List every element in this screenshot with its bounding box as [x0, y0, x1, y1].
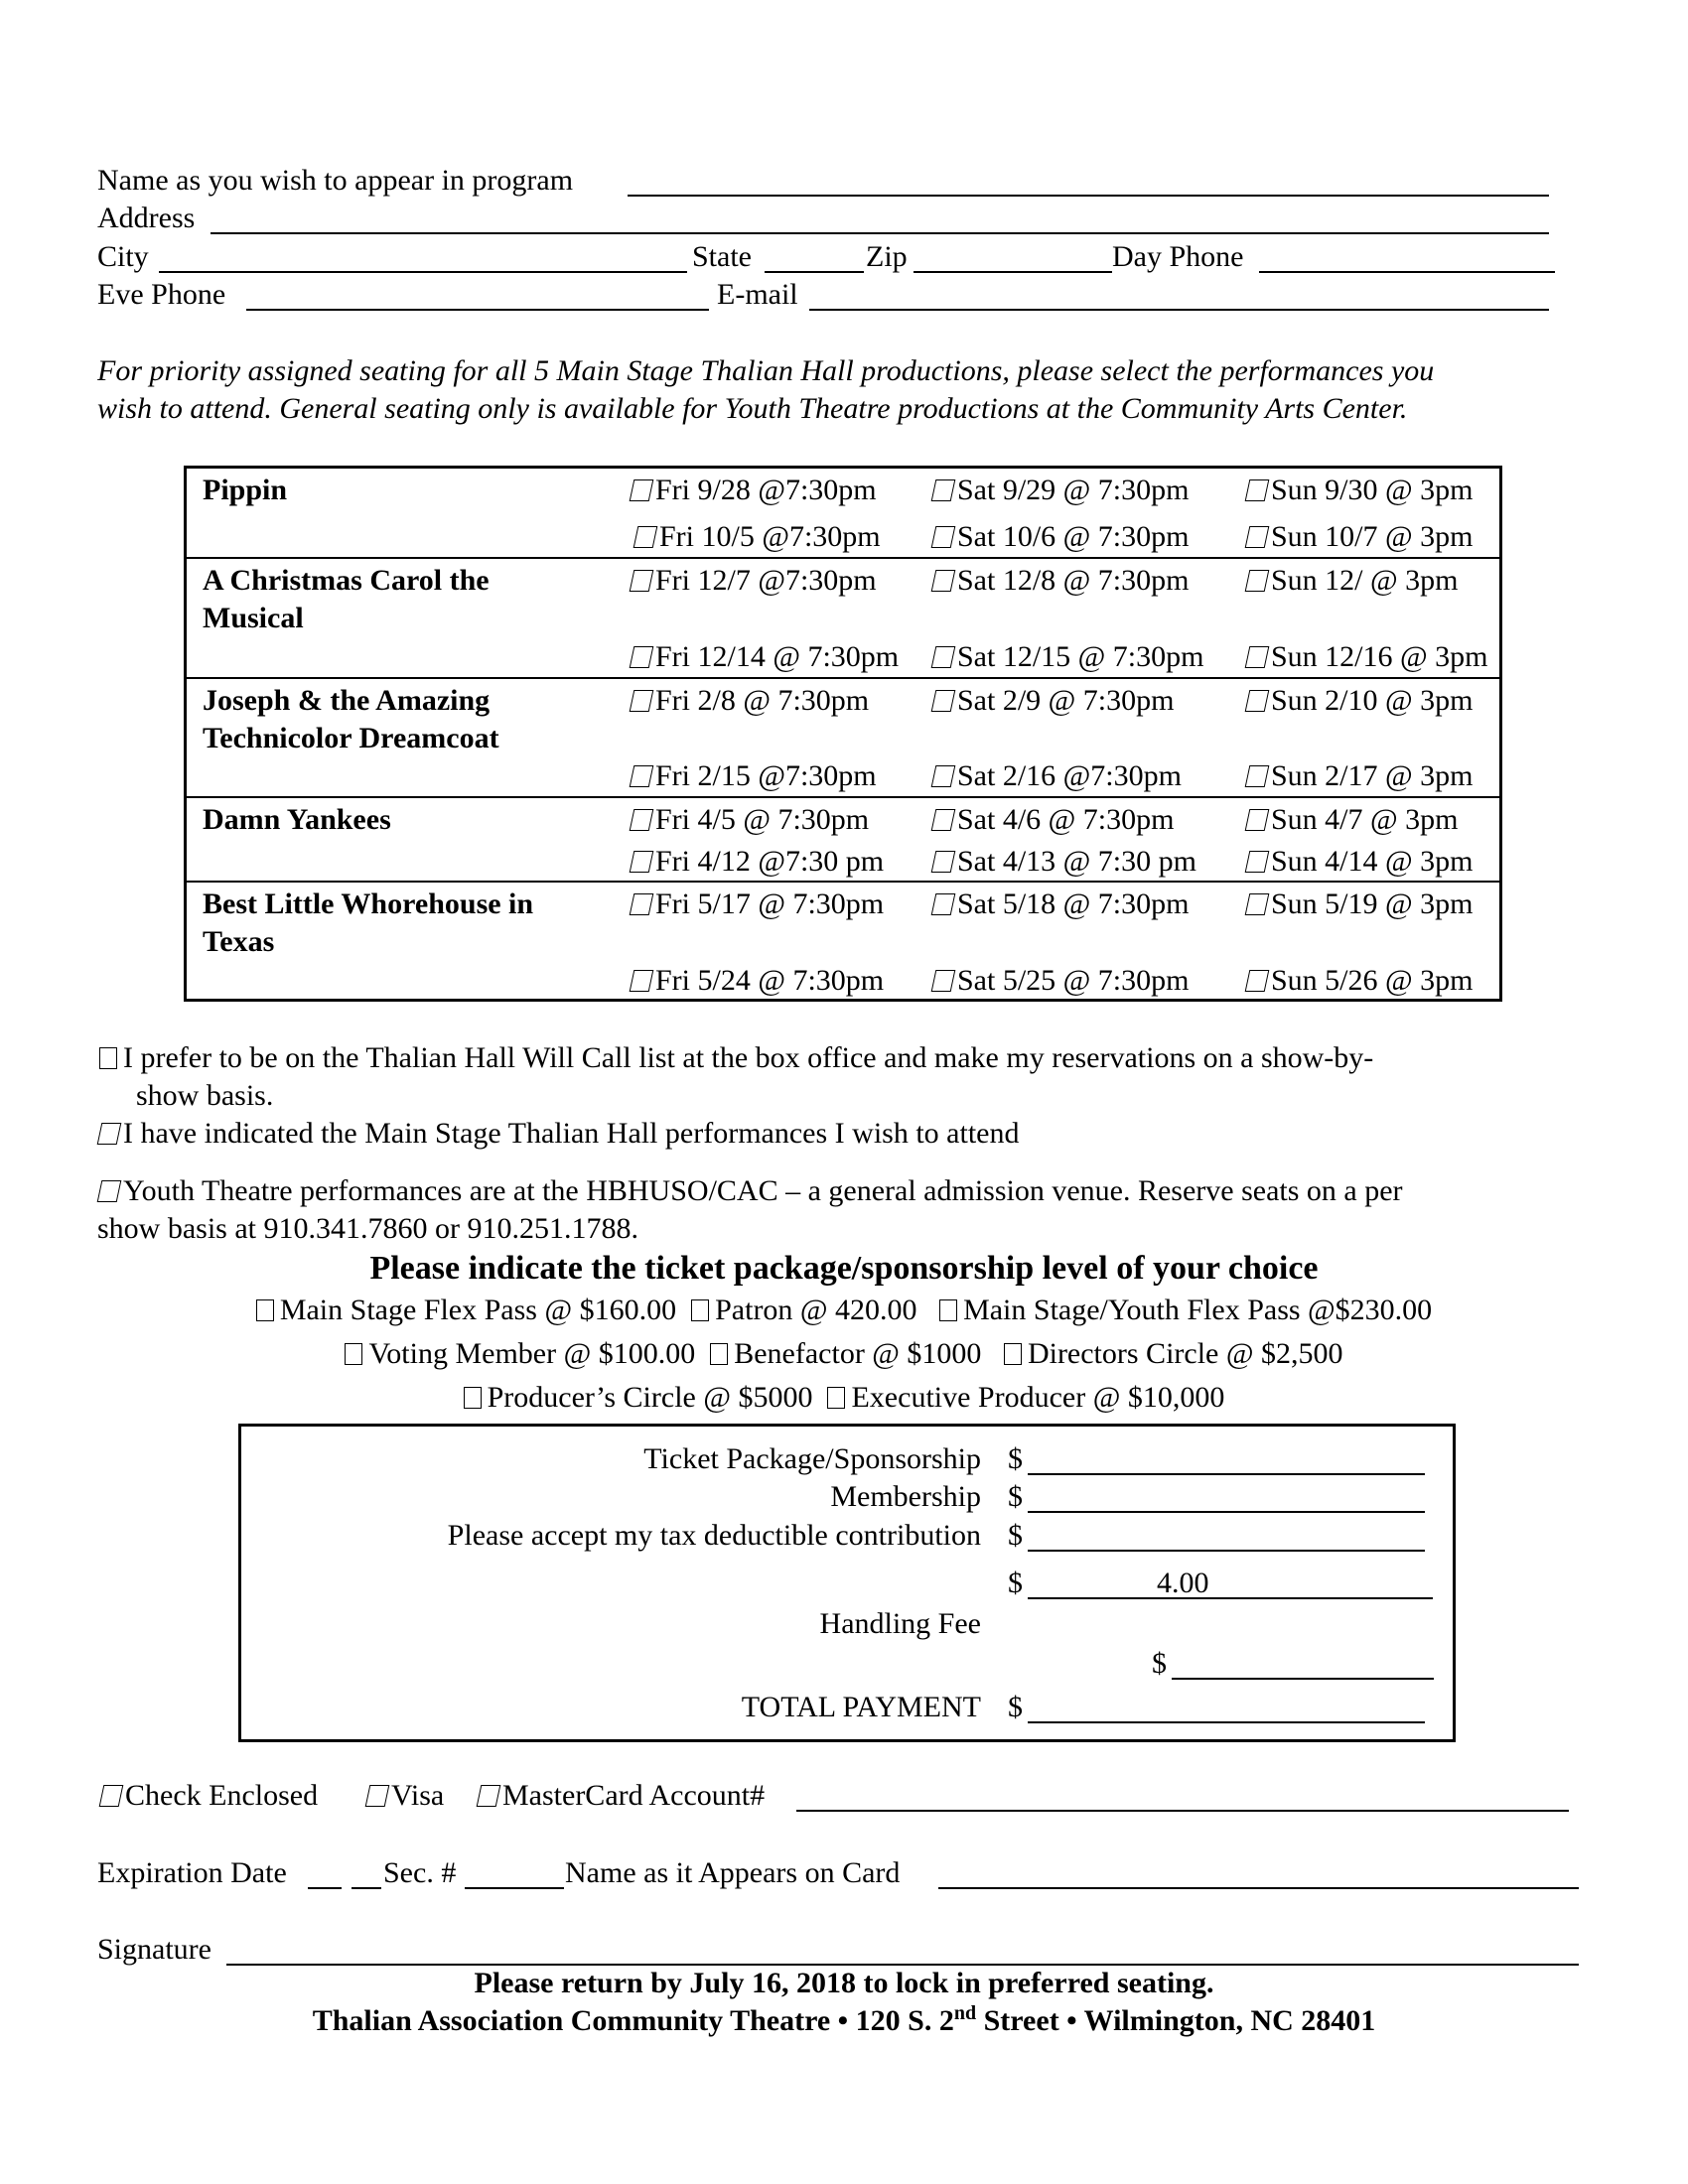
- state-field[interactable]: [765, 271, 864, 273]
- extra-amount[interactable]: [1172, 1678, 1434, 1680]
- performance-option[interactable]: [933, 683, 1174, 719]
- checkbox-icon[interactable]: [931, 851, 956, 873]
- eve-phone-label: Eve Phone: [97, 278, 226, 311]
- performance-label: Sat 2/9 @ 7:30pm: [957, 684, 1175, 717]
- youth-text: Youth Theatre performances are at the HBHUSO/CAC – a general admission venue. Reserve seats on a per: [123, 1174, 1403, 1207]
- contribution-amount[interactable]: [1028, 1550, 1425, 1552]
- performance-option[interactable]: [632, 963, 884, 999]
- will-call-text-cont: show basis.: [136, 1079, 274, 1112]
- address-text: Street • Wilmington, NC 28401: [976, 2004, 1376, 2037]
- handling-fee-label: Handling Fee: [819, 1607, 981, 1640]
- checkbox-icon[interactable]: [630, 809, 654, 831]
- mastercard-option[interactable]: [479, 1778, 765, 1814]
- performance-label: Sun 4/7 @ 3pm: [1271, 803, 1459, 836]
- table-divider: [187, 881, 1499, 883]
- package-executive-producer[interactable]: [827, 1381, 1224, 1414]
- performance-option[interactable]: [933, 758, 1182, 794]
- package-label: Voting Member @ $100.00: [368, 1337, 696, 1370]
- package-voting-member[interactable]: [345, 1337, 695, 1370]
- performance-option[interactable]: [632, 758, 877, 794]
- checkbox-icon[interactable]: [931, 690, 956, 712]
- visa-option[interactable]: [367, 1778, 444, 1814]
- checkbox-icon[interactable]: [710, 1343, 728, 1365]
- sec-label: Sec. #: [383, 1856, 457, 1889]
- checkbox-icon[interactable]: [630, 479, 654, 501]
- address-superscript: nd: [953, 2002, 977, 2024]
- expiration-month-field[interactable]: [308, 1887, 342, 1889]
- performance-label: Fri 5/24 @ 7:30pm: [655, 964, 885, 997]
- checkbox-icon[interactable]: [1245, 479, 1270, 501]
- address-field[interactable]: [211, 232, 1549, 234]
- checkbox-icon[interactable]: [1245, 970, 1270, 992]
- name-field[interactable]: [628, 195, 1549, 197]
- checkbox-icon[interactable]: [931, 526, 956, 548]
- package-label: Producer’s Circle @ $5000: [487, 1381, 813, 1414]
- eve-phone-field[interactable]: [246, 309, 709, 311]
- checkbox-icon[interactable]: [931, 809, 956, 831]
- youth-text-cont: show basis at 910.341.7860 or 910.251.1788.: [97, 1212, 638, 1245]
- checkbox-icon[interactable]: [630, 765, 654, 787]
- show-title-damn-yankees: Damn Yankees: [203, 803, 391, 836]
- checkbox-icon[interactable]: [97, 1123, 122, 1145]
- performance-option[interactable]: [1247, 802, 1458, 838]
- check-enclosed-option[interactable]: [101, 1778, 318, 1814]
- performance-option[interactable]: [933, 963, 1189, 999]
- checkbox-icon[interactable]: [256, 1299, 274, 1321]
- performance-label: Sat 10/6 @ 7:30pm: [957, 520, 1190, 553]
- checkbox-icon[interactable]: [1245, 690, 1270, 712]
- table-divider: [187, 796, 1499, 798]
- checkbox-icon[interactable]: [1245, 646, 1270, 668]
- checkbox-icon[interactable]: [1004, 1343, 1022, 1365]
- table-divider: [187, 677, 1499, 679]
- checkbox-icon[interactable]: [931, 570, 956, 592]
- will-call-option[interactable]: [99, 1040, 1373, 1076]
- performance-option[interactable]: [933, 639, 1203, 675]
- city-field[interactable]: [159, 271, 687, 273]
- package-label: Directors Circle @ $2,500: [1027, 1337, 1343, 1370]
- performance-label: Sat 4/6 @ 7:30pm: [957, 803, 1175, 836]
- checkbox-icon[interactable]: [630, 970, 654, 992]
- performance-option[interactable]: [1247, 963, 1473, 999]
- day-phone-field[interactable]: [1259, 271, 1555, 273]
- show-title-best-little-whorehouse: Best Little Whorehouse in: [203, 887, 534, 920]
- checkbox-icon[interactable]: [1245, 765, 1270, 787]
- checkbox-icon[interactable]: [99, 1785, 124, 1807]
- checkbox-icon[interactable]: [630, 893, 654, 915]
- show-title-pippin: Pippin: [203, 474, 288, 506]
- checkbox-icon[interactable]: [931, 479, 956, 501]
- dollar-sign: $: [1008, 1519, 1023, 1552]
- indicated-option[interactable]: [99, 1116, 1019, 1152]
- visa-label: Visa: [391, 1779, 445, 1812]
- package-main-stage-flex[interactable]: [256, 1294, 676, 1326]
- youth-note[interactable]: [99, 1173, 1403, 1209]
- handling-fee-line: [1028, 1597, 1433, 1599]
- performance-label: Sun 2/10 @ 3pm: [1271, 684, 1474, 717]
- address-label: Address: [97, 202, 196, 234]
- checkbox-icon[interactable]: [630, 570, 654, 592]
- return-by-note: Please return by July 16, 2018 to lock in preferred seating.: [474, 1967, 1214, 1999]
- checkbox-icon[interactable]: [630, 851, 654, 873]
- zip-field[interactable]: [914, 271, 1112, 273]
- show-title-joseph-cont: Technicolor Dreamcoat: [203, 722, 499, 754]
- checkbox-icon[interactable]: [477, 1785, 501, 1807]
- account-number-field[interactable]: [796, 1810, 1569, 1812]
- performance-label: Sat 5/18 @ 7:30pm: [957, 887, 1190, 920]
- check-enclosed-label: Check Enclosed: [125, 1779, 319, 1812]
- day-phone-label: Day Phone: [1112, 240, 1244, 273]
- table-divider: [187, 557, 1499, 559]
- show-title-joseph: Joseph & the Amazing: [203, 684, 491, 717]
- performance-label: Sat 4/13 @ 7:30 pm: [957, 845, 1196, 878]
- performance-label: Sat 5/25 @ 7:30pm: [957, 964, 1190, 997]
- performance-label: Fri 12/7 @7:30pm: [655, 564, 877, 597]
- performance-option[interactable]: [1247, 519, 1473, 555]
- mastercard-label: MasterCard Account#: [502, 1779, 766, 1812]
- zip-label: Zip: [866, 240, 908, 273]
- performance-label: Fri 12/14 @ 7:30pm: [655, 640, 900, 673]
- handling-fee-value: 4.00: [1157, 1567, 1209, 1599]
- will-call-text: I prefer to be on the Thalian Hall Will Call list at the box office and make my reservations on a show-by-: [123, 1041, 1374, 1074]
- checkbox-icon[interactable]: [931, 765, 956, 787]
- performance-option[interactable]: [1247, 844, 1473, 880]
- show-title-christmas-carol-cont: Musical: [203, 602, 304, 634]
- email-field[interactable]: [809, 309, 1549, 311]
- performance-label: Sun 4/14 @ 3pm: [1271, 845, 1474, 878]
- checkbox-icon[interactable]: [931, 893, 956, 915]
- performance-label: Fri 4/12 @7:30 pm: [655, 845, 885, 878]
- address-text: Thalian Association Community Theatre • 120 S. 2: [312, 2004, 954, 2037]
- name-on-card-label: Name as it Appears on Card: [565, 1856, 901, 1889]
- checkbox-icon[interactable]: [99, 1047, 117, 1069]
- checkbox-icon[interactable]: [931, 970, 956, 992]
- dollar-sign: $: [1008, 1480, 1023, 1513]
- package-producers-circle[interactable]: [464, 1381, 813, 1414]
- performance-label: Fri 5/17 @ 7:30pm: [655, 887, 885, 920]
- package-youth-flex[interactable]: [939, 1294, 1432, 1326]
- performance-label: Sat 2/16 @7:30pm: [957, 759, 1182, 792]
- name-on-card-field[interactable]: [938, 1887, 1579, 1889]
- checkbox-icon[interactable]: [365, 1785, 390, 1807]
- performance-option[interactable]: [632, 887, 884, 922]
- checkbox-icon[interactable]: [939, 1299, 957, 1321]
- performance-label: Sun 5/26 @ 3pm: [1271, 964, 1474, 997]
- performance-label: Sun 2/17 @ 3pm: [1271, 759, 1474, 792]
- performance-label: Sun 12/16 @ 3pm: [1271, 640, 1488, 673]
- checkbox-icon[interactable]: [630, 646, 654, 668]
- dollar-sign: $: [1008, 1567, 1023, 1599]
- checkbox-icon[interactable]: [1245, 526, 1270, 548]
- performance-label: Fri 2/15 @7:30pm: [655, 759, 877, 792]
- intro-line-1: For priority assigned seating for all 5 Main Stage Thalian Hall productions, please select the performances you: [97, 354, 1435, 387]
- membership-amount[interactable]: [1028, 1511, 1425, 1513]
- package-label: Executive Producer @ $10,000: [851, 1381, 1225, 1414]
- dollar-sign: $: [1008, 1442, 1023, 1475]
- dollar-sign: $: [1008, 1691, 1023, 1723]
- performance-option[interactable]: [933, 473, 1189, 508]
- ticket-package-label: Ticket Package/Sponsorship: [643, 1442, 981, 1475]
- package-benefactor[interactable]: [710, 1337, 981, 1370]
- performance-label: Fri 2/8 @ 7:30pm: [655, 684, 870, 717]
- packages-row-2: [0, 1336, 1688, 1372]
- checkbox-icon[interactable]: [1245, 570, 1270, 592]
- performance-label: Sun 5/19 @ 3pm: [1271, 887, 1474, 920]
- package-directors-circle[interactable]: [1004, 1337, 1343, 1370]
- contribution-label: Please accept my tax deductible contribution: [447, 1519, 981, 1552]
- performance-option[interactable]: [933, 563, 1189, 599]
- performance-label: Sat 12/15 @ 7:30pm: [957, 640, 1204, 673]
- checkbox-icon[interactable]: [1245, 809, 1270, 831]
- total-payment-amount[interactable]: [1028, 1721, 1425, 1723]
- performance-option[interactable]: [933, 887, 1189, 922]
- expiration-label: Expiration Date: [97, 1856, 287, 1889]
- package-label: Main Stage Flex Pass @ $160.00: [279, 1294, 677, 1326]
- packages-row-3: [0, 1380, 1688, 1416]
- performance-option[interactable]: [632, 683, 869, 719]
- checkbox-icon[interactable]: [1245, 893, 1270, 915]
- show-title-christmas-carol: A Christmas Carol the: [203, 564, 490, 597]
- checkbox-icon[interactable]: [345, 1343, 362, 1365]
- performance-option[interactable]: [632, 639, 899, 675]
- sec-field[interactable]: [465, 1887, 564, 1889]
- package-label: Benefactor @ $1000: [734, 1337, 982, 1370]
- performance-label: Fri 10/5 @7:30pm: [659, 520, 881, 553]
- package-label: Patron @ 420.00: [715, 1294, 917, 1326]
- performance-label: Sat 9/29 @ 7:30pm: [957, 474, 1190, 506]
- package-label: Main Stage/Youth Flex Pass @$230.00: [963, 1294, 1433, 1326]
- ticket-package-amount[interactable]: [1028, 1473, 1425, 1475]
- total-payment-label: TOTAL PAYMENT: [741, 1691, 981, 1723]
- signature-label: Signature: [97, 1933, 211, 1966]
- checkbox-icon[interactable]: [97, 1180, 122, 1202]
- performance-option[interactable]: [632, 563, 877, 599]
- checkbox-icon[interactable]: [630, 690, 654, 712]
- state-label: State: [692, 240, 752, 273]
- package-patron[interactable]: [691, 1294, 916, 1326]
- name-label: Name as you wish to appear in program: [97, 164, 574, 197]
- performance-option[interactable]: [1247, 563, 1458, 599]
- checkbox-icon[interactable]: [633, 526, 658, 548]
- checkbox-icon[interactable]: [464, 1387, 482, 1409]
- performance-option[interactable]: [632, 473, 877, 508]
- city-label: City: [97, 240, 149, 273]
- performance-label: Sun 10/7 @ 3pm: [1271, 520, 1474, 553]
- show-title-best-little-whorehouse-cont: Texas: [203, 925, 275, 958]
- organization-address: [0, 2003, 1688, 2039]
- performance-option[interactable]: [1247, 683, 1473, 719]
- performance-label: Sat 12/8 @ 7:30pm: [957, 564, 1190, 597]
- dollar-sign: $: [1152, 1647, 1167, 1680]
- checkbox-icon[interactable]: [827, 1387, 845, 1409]
- performance-option[interactable]: [1247, 639, 1487, 675]
- performance-option[interactable]: [1247, 887, 1473, 922]
- performance-label: Fri 4/5 @ 7:30pm: [655, 803, 870, 836]
- membership-label: Membership: [830, 1480, 981, 1513]
- packages-heading: Please indicate the ticket package/sponsorship level of your choice: [369, 1250, 1319, 1287]
- expiration-year-field[interactable]: [352, 1887, 381, 1889]
- checkbox-icon[interactable]: [691, 1299, 709, 1321]
- performance-label: Fri 9/28 @7:30pm: [655, 474, 877, 506]
- performance-option[interactable]: [933, 844, 1196, 880]
- performance-label: Sun 12/ @ 3pm: [1271, 564, 1459, 597]
- email-label: E-mail: [717, 278, 798, 311]
- performance-option[interactable]: [1247, 758, 1473, 794]
- intro-line-2: wish to attend. General seating only is available for Youth Theatre productions at the Community Arts Center.: [97, 392, 1408, 425]
- performance-option[interactable]: [1247, 473, 1473, 508]
- performance-option[interactable]: [632, 802, 869, 838]
- checkbox-icon[interactable]: [1245, 851, 1270, 873]
- checkbox-icon[interactable]: [931, 646, 956, 668]
- performance-option[interactable]: [933, 802, 1174, 838]
- packages-row-1: [0, 1293, 1688, 1328]
- performance-option[interactable]: [632, 844, 884, 880]
- indicated-text: I have indicated the Main Stage Thalian Hall performances I wish to attend: [123, 1117, 1020, 1150]
- performance-option[interactable]: [933, 519, 1189, 555]
- performance-option[interactable]: [635, 519, 881, 555]
- performance-label: Sun 9/30 @ 3pm: [1271, 474, 1474, 506]
